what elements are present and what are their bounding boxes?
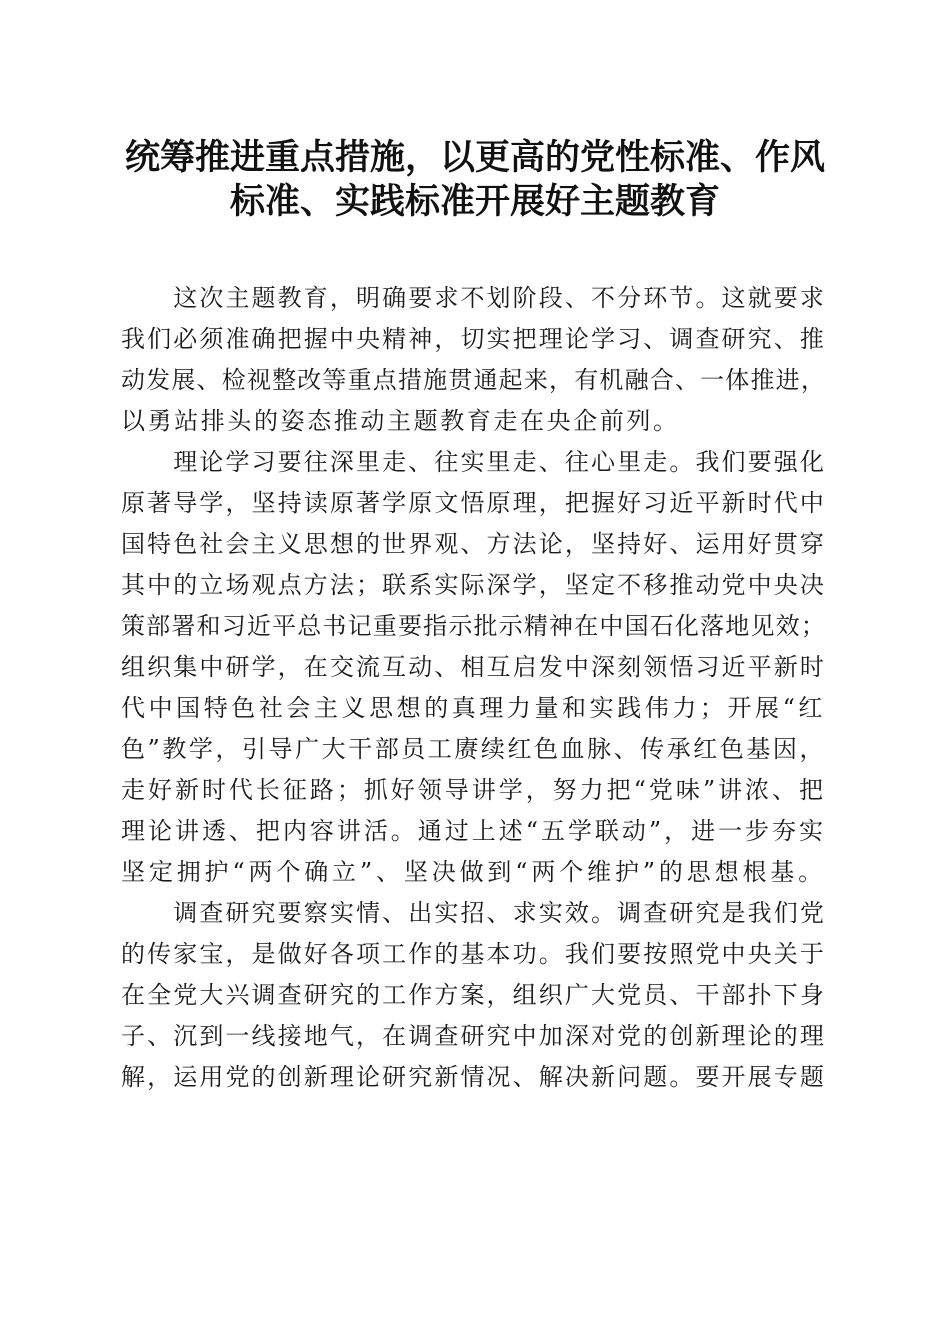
paragraph <box>121 442 826 893</box>
text-line: 其中的立场观点方法；联系实际深学，坚定不移推动党中央决 <box>121 571 826 599</box>
text-line: 坚定拥护“两个确立”、坚决做到“两个维护”的思想根基。 <box>121 858 826 886</box>
text-line: 色”教学，引导广大干部员工赓续红色血脉、传承红色基因， <box>121 735 826 763</box>
text-line: 组织集中研学，在交流互动、相互启发中深刻领悟习近平新时 <box>121 653 826 681</box>
text-line: 的传家宝，是做好各项工作的基本功。我们要按照党中央关于 <box>121 940 826 968</box>
text-line: 解，运用党的创新理论研究新情况、解决新问题。要开展专题 <box>121 1063 826 1091</box>
title-line: 统筹推进重点措施，以更高的党性标准、作风 <box>124 137 825 178</box>
text-line: 代中国特色社会主义思想的真理力量和实践伟力；开展“红 <box>121 694 826 722</box>
text-line: 策部署和习近平总书记重要指示批示精神在中国石化落地见效； <box>121 612 826 640</box>
text-line: 这次主题教育，明确要求不划阶段、不分环节。这就要求 <box>121 284 826 312</box>
text-line: 国特色社会主义思想的世界观、方法论，坚持好、运用好贯穿 <box>121 530 826 558</box>
text-line: 原著导学，坚持读原著学原文悟原理，把握好习近平新时代中 <box>121 489 826 517</box>
text-line: 理论讲透、把内容讲活。通过上述“五学联动”，进一步夯实 <box>121 817 826 845</box>
text-line: 动发展、检视整改等重点措施贯通起来，有机融合、一体推进， <box>121 366 826 394</box>
title-line: 标准、实践标准开展好主题教育 <box>229 181 720 222</box>
text-line: 理论学习要往深里走、往实里走、往心里走。我们要强化 <box>121 448 826 476</box>
document-body <box>121 278 826 1098</box>
text-line: 调查研究要察实情、出实招、求实效。调查研究是我们党 <box>121 899 826 927</box>
paragraph <box>121 278 826 442</box>
text-line: 子、沉到一线接地气，在调查研究中加深对党的创新理论的理 <box>121 1022 826 1050</box>
text-line: 走好新时代长征路；抓好领导讲学，努力把“党味”讲浓、把 <box>121 776 826 804</box>
text-line: 在全党大兴调查研究的工作方案，组织广大党员、干部扑下身 <box>121 981 826 1009</box>
document-title <box>100 136 850 224</box>
text-line: 以勇站排头的姿态推动主题教育走在央企前列。 <box>121 407 680 435</box>
paragraph <box>121 893 826 1098</box>
text-line: 我们必须准确把握中央精神，切实把理论学习、调查研究、推 <box>121 325 826 353</box>
